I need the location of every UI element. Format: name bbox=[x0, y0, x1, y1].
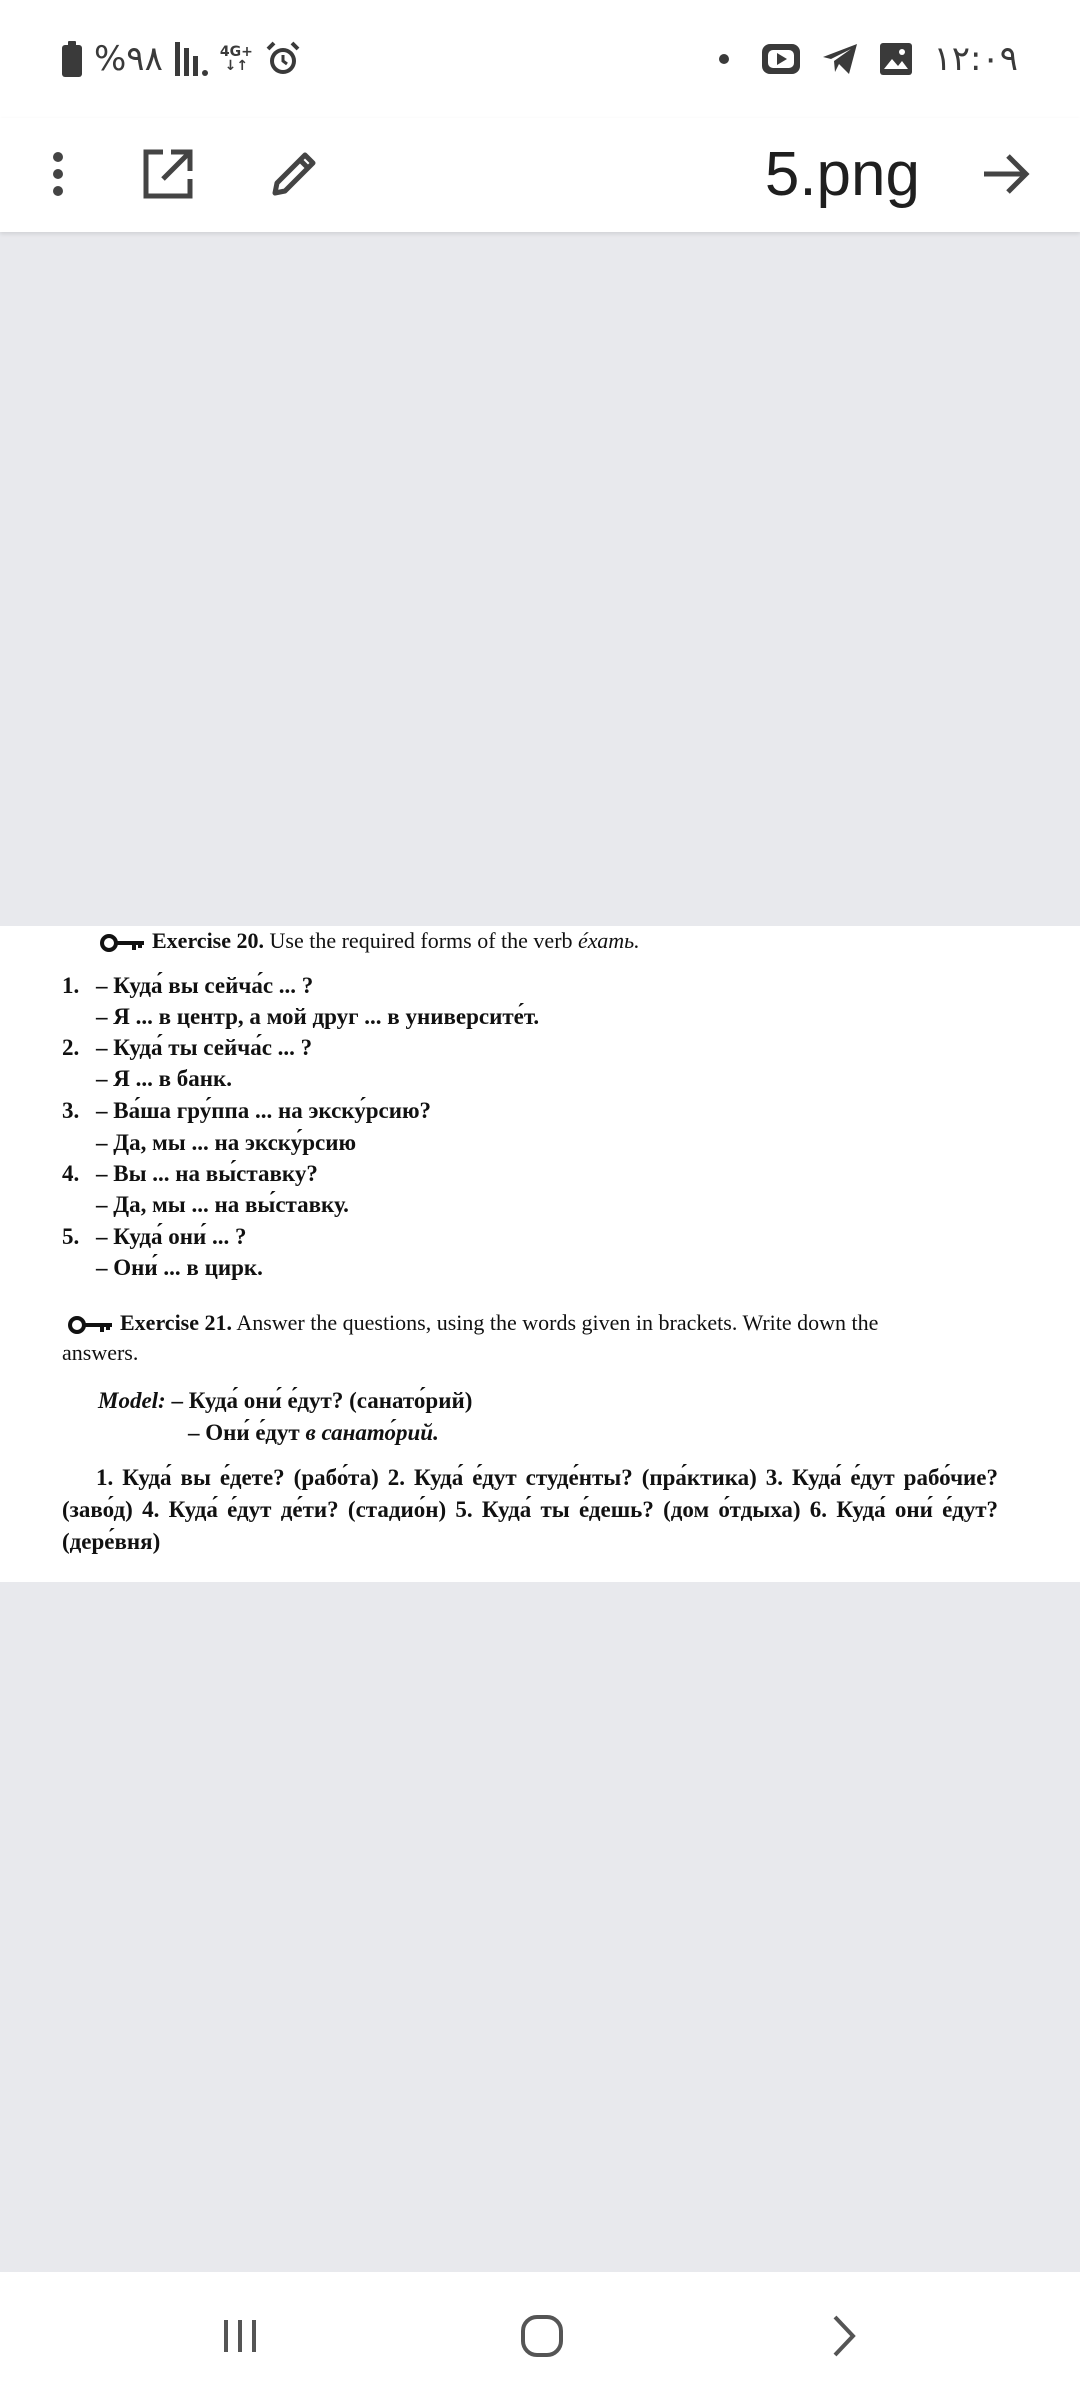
status-right bbox=[719, 36, 1018, 82]
arrow-forward-icon bbox=[981, 152, 1031, 196]
open-external-icon bbox=[141, 147, 195, 201]
next-button[interactable] bbox=[970, 138, 1042, 210]
model-label: Model: bbox=[98, 1388, 166, 1413]
more-options-icon bbox=[48, 150, 68, 198]
app-bar bbox=[0, 118, 1080, 232]
status-bar bbox=[0, 0, 1080, 118]
ex20-item-2-answer: – Я ... в банк. bbox=[96, 1066, 233, 1091]
exercise-20-label: Exercise 20. bbox=[152, 928, 265, 953]
exercise-21-heading bbox=[68, 1308, 878, 1338]
document-image bbox=[0, 926, 1080, 1582]
ex20-item-4-question: 4. – Вы ... на вы́ставку? bbox=[62, 1161, 318, 1186]
exercise-21-label: Exercise 21. bbox=[120, 1310, 233, 1335]
model-question: Model: – Куда́ они́ е́дут? (санато́рий) bbox=[98, 1388, 473, 1413]
navigation-bar bbox=[0, 2272, 1080, 2400]
key-icon bbox=[100, 933, 146, 953]
ex20-item-3-answer: – Да, мы ... на экску́рсию bbox=[96, 1130, 357, 1155]
file-title: 5.png bbox=[764, 140, 920, 209]
recent-apps-icon bbox=[220, 2316, 260, 2356]
ex20-item-4-answer: – Да, мы ... на вы́ставку. bbox=[96, 1192, 349, 1217]
signal-icon bbox=[175, 42, 208, 76]
battery-percent: %۹۸ bbox=[94, 39, 163, 79]
ex20-item-1-question: 1. – Куда́ вы сейча́с ... ? bbox=[62, 973, 314, 998]
edit-pencil-icon bbox=[267, 147, 321, 201]
exercise-21-instruction-1: Answer the questions, using the words given in brackets. Write down the bbox=[236, 1310, 879, 1335]
notification-dot bbox=[719, 54, 729, 64]
ex20-item-5-question: 5. – Куда́ они́ ... ? bbox=[62, 1224, 247, 1249]
edit-button[interactable] bbox=[258, 138, 330, 210]
alarm-icon bbox=[265, 41, 301, 77]
youtube-icon bbox=[761, 41, 801, 77]
network-label: 4G+ bbox=[219, 44, 253, 60]
telegram-icon bbox=[821, 42, 859, 76]
model-answer: – Они́ е́дут в санато́рий. bbox=[188, 1420, 439, 1445]
home-button[interactable] bbox=[502, 2298, 582, 2374]
exercise-20-verb: éхать. bbox=[578, 928, 640, 953]
ex20-item-2-question: 2. – Куда́ ты сейча́с ... ? bbox=[62, 1035, 313, 1060]
battery-icon bbox=[62, 41, 82, 77]
exercise-21-questions: 1. Куда́ вы е́дете? (рабо́та) 2. Куда́ е́дут студе́нты? (пра́ктика) 3. Куда́ е́дут рабо́чие? (заво́д) 4. Куда́ е́дут де́ти? (стадио́н) 5. Куда́ ты е́дешь? (дом о́тдыха) 6. Куда́ они́ е́дут? (дере́вня) bbox=[62, 1465, 998, 1554]
key-icon bbox=[68, 1315, 114, 1335]
ex20-item-1-answer: – Я ... в центр, а мой друг ... в университе́т. bbox=[96, 1004, 540, 1029]
recent-apps-button[interactable] bbox=[200, 2298, 280, 2374]
exercise-21-instruction-2: answers. bbox=[62, 1340, 139, 1365]
home-icon bbox=[519, 2313, 565, 2359]
network-4g-icon: 4G+ ↓↑ bbox=[219, 44, 253, 74]
ex20-item-3-question: 3. – Ва́ша гру́ппа ... на экску́рсию? bbox=[62, 1098, 432, 1123]
exercise-20-heading bbox=[100, 926, 640, 956]
back-button[interactable] bbox=[804, 2298, 884, 2374]
back-icon bbox=[829, 2313, 859, 2359]
clock: ۱۲:۰۹ bbox=[933, 39, 1018, 79]
ex20-item-5-answer: – Они́ ... в цирк. bbox=[96, 1255, 263, 1280]
more-options-button[interactable] bbox=[22, 138, 94, 210]
exercise-20-instruction: Use the required forms of the verb bbox=[269, 928, 573, 953]
gallery-icon bbox=[879, 42, 913, 76]
open-external-button[interactable] bbox=[132, 138, 204, 210]
status-left bbox=[62, 36, 301, 82]
